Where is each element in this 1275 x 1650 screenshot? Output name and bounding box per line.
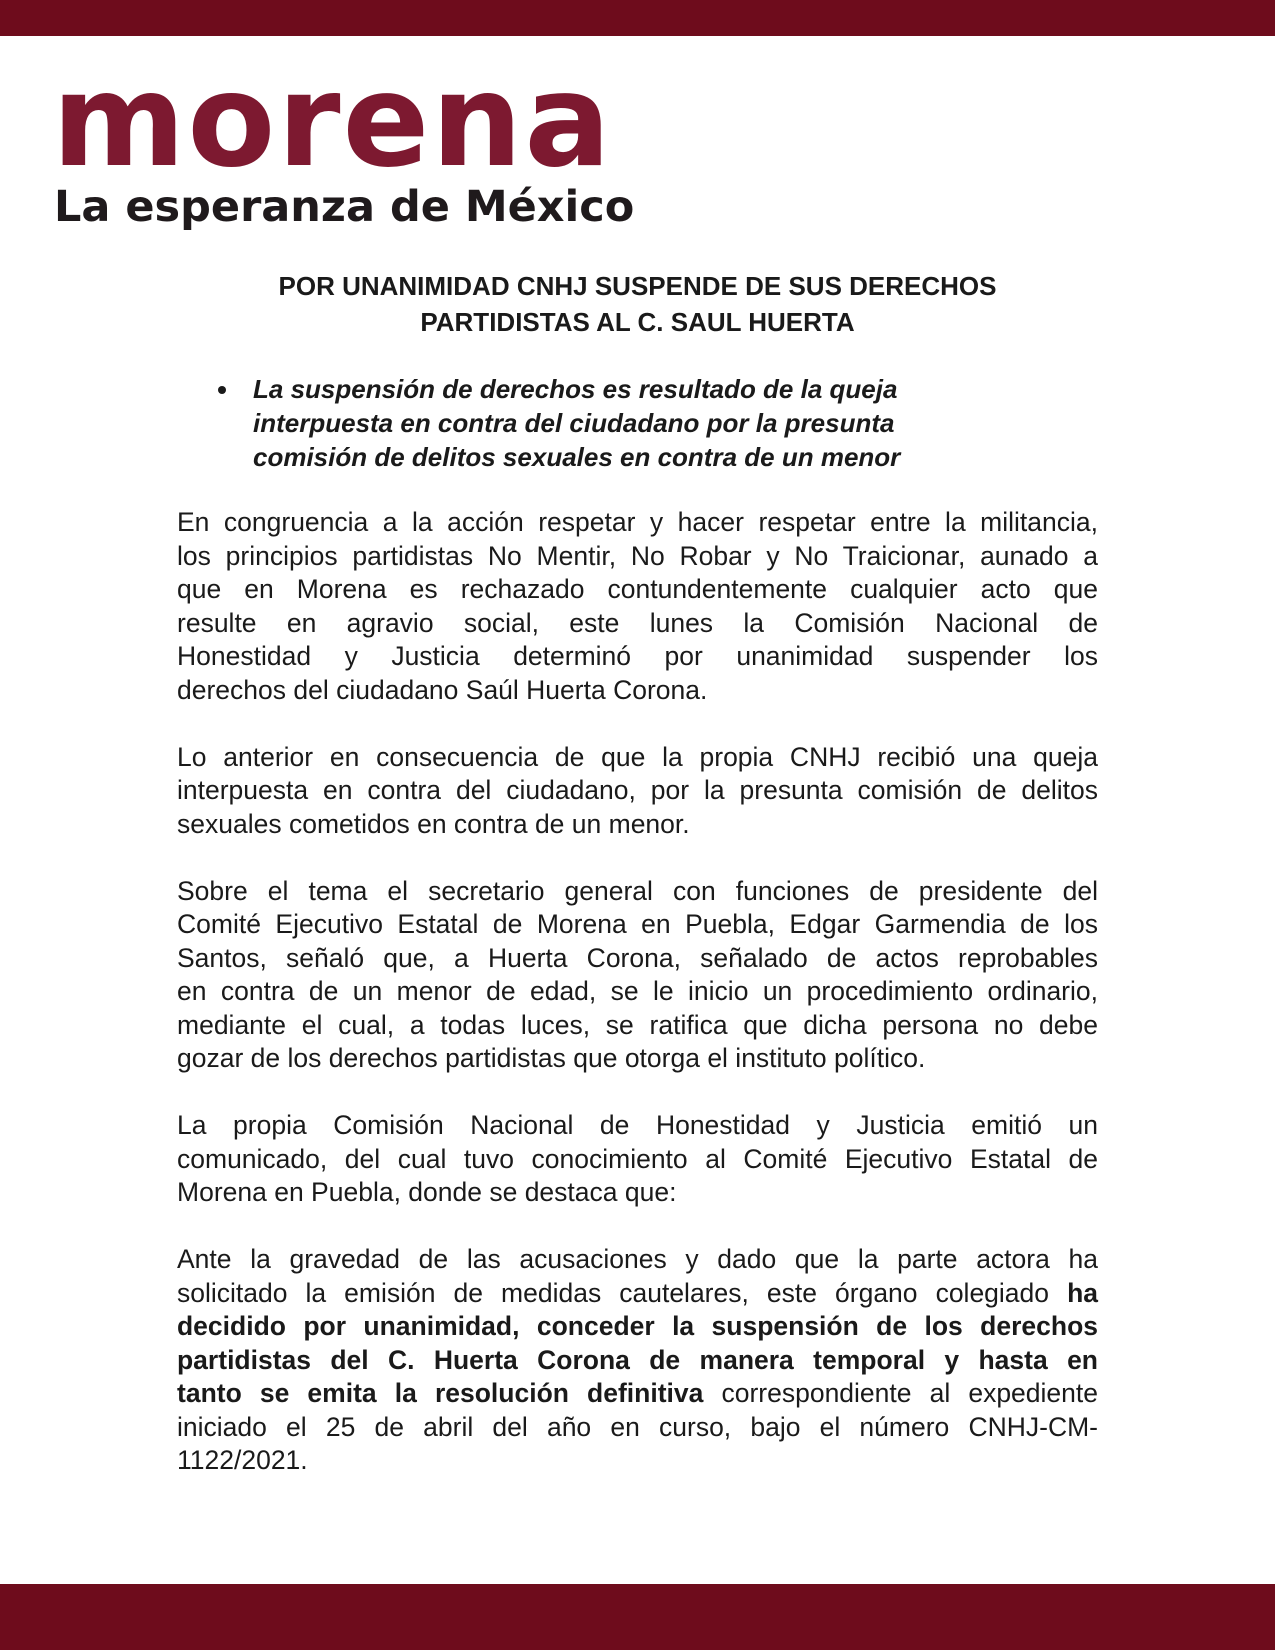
- text-line: Ante la gravedad de las acusaciones y dado que la parte actora ha: [177, 1244, 1098, 1274]
- bold-text-run: ha: [1067, 1277, 1098, 1308]
- text-line: resulte en agravio social, este lunes la Comisión Nacional de: [177, 607, 1098, 638]
- logo-wordmark: morena: [52, 47, 613, 196]
- paragraph-2: [177, 741, 1098, 842]
- text-line: los principios partidistas No Mentir, No Robar y No Traicionar, aunado a: [177, 540, 1098, 571]
- text-run: correspondiente al expediente: [703, 1378, 1098, 1408]
- text-line: Santos, señaló que, a Huerta Corona, señalado de actos reprobables: [177, 942, 1098, 973]
- text-line: [177, 1377, 1098, 1411]
- summary-bullet-list: [200, 372, 1000, 474]
- press-release-headline: [200, 268, 1075, 340]
- text-line: Sobre el tema el secretario general con funciones de presidente del: [177, 875, 1098, 906]
- text-line: derechos del ciudadano Saúl Huerta Corona.: [177, 674, 708, 705]
- bullet-line: La suspensión de derechos es resultado de la queja: [253, 374, 898, 404]
- text-line: Morena en Puebla, donde se destaca que:: [177, 1177, 677, 1207]
- summary-bullet-text: [253, 372, 1000, 474]
- paragraph-4: [177, 1109, 1098, 1210]
- bullet-line: comisión de delitos sexuales en contra de un menor: [253, 442, 901, 472]
- text-line: que en Morena es rechazado contundentemente cualquier acto que: [177, 574, 1098, 604]
- text-line: interpuesta en contra del ciudadano, por la presunta comisión de delitos: [177, 775, 1098, 805]
- bold-text-line: decidido por unanimidad, conceder la suspensión de los derechos: [177, 1311, 1098, 1341]
- text-line: La propia Comisión Nacional de Honestidad y Justicia emitió un: [177, 1110, 1098, 1140]
- headline-line-2: PARTIDISTAS AL C. SAUL HUERTA: [420, 307, 855, 337]
- text-line: gozar de los derechos partidistas que otorga el instituto político.: [177, 1043, 926, 1073]
- text-line: mediante el cual, a todas luces, se ratifica que dicha persona no debe: [177, 1009, 1098, 1040]
- bold-text-run: tanto se emita la resolución definitiva: [177, 1378, 704, 1408]
- headline-line-1: POR UNANIMIDAD CNHJ SUSPENDE DE SUS DERECHOS: [278, 271, 997, 301]
- paragraph-1: [177, 506, 1098, 707]
- text-line: Comité Ejecutivo Estatal de Morena en Puebla, Edgar Garmendia de los: [177, 909, 1098, 939]
- text-line: iniciado el 25 de abril del año en curso, bajo el número CNHJ-CM-: [177, 1411, 1098, 1442]
- text-line: comunicado, del cual tuvo conocimiento al Comité Ejecutivo Estatal de: [177, 1143, 1098, 1174]
- bottom-color-band: [0, 1584, 1275, 1650]
- morena-logo: [52, 47, 692, 238]
- paragraph-5: [177, 1243, 1098, 1478]
- bullet-dot-icon: [218, 386, 226, 394]
- text-line: Lo anterior en consecuencia de que la propia CNHJ recibió una queja: [177, 741, 1098, 772]
- summary-bullet: [200, 372, 1000, 474]
- top-color-band: [0, 0, 1275, 36]
- logo-tagline: La esperanza de México: [54, 182, 635, 232]
- article-body: [177, 506, 1098, 1511]
- text-run: solicitado la emisión de medidas cautelares, este órgano colegiado: [177, 1277, 1068, 1308]
- text-line: [177, 1277, 1098, 1311]
- paragraph-3: [177, 875, 1098, 1076]
- text-line: en contra de un menor de edad, se le inicio un procedimiento ordinario,: [177, 976, 1098, 1006]
- bullet-line: interpuesta en contra del ciudadano por la presunta: [253, 408, 895, 438]
- text-line: En congruencia a la acción respetar y hacer respetar entre la militancia,: [177, 507, 1098, 537]
- text-line: sexuales cometidos en contra de un menor.: [177, 808, 690, 839]
- text-line: 1122/2021.: [177, 1445, 308, 1475]
- bold-text-line: partidistas del C. Huerta Corona de manera temporal y hasta en: [177, 1344, 1098, 1375]
- text-line: Honestidad y Justicia determinó por unanimidad suspender los: [177, 641, 1098, 671]
